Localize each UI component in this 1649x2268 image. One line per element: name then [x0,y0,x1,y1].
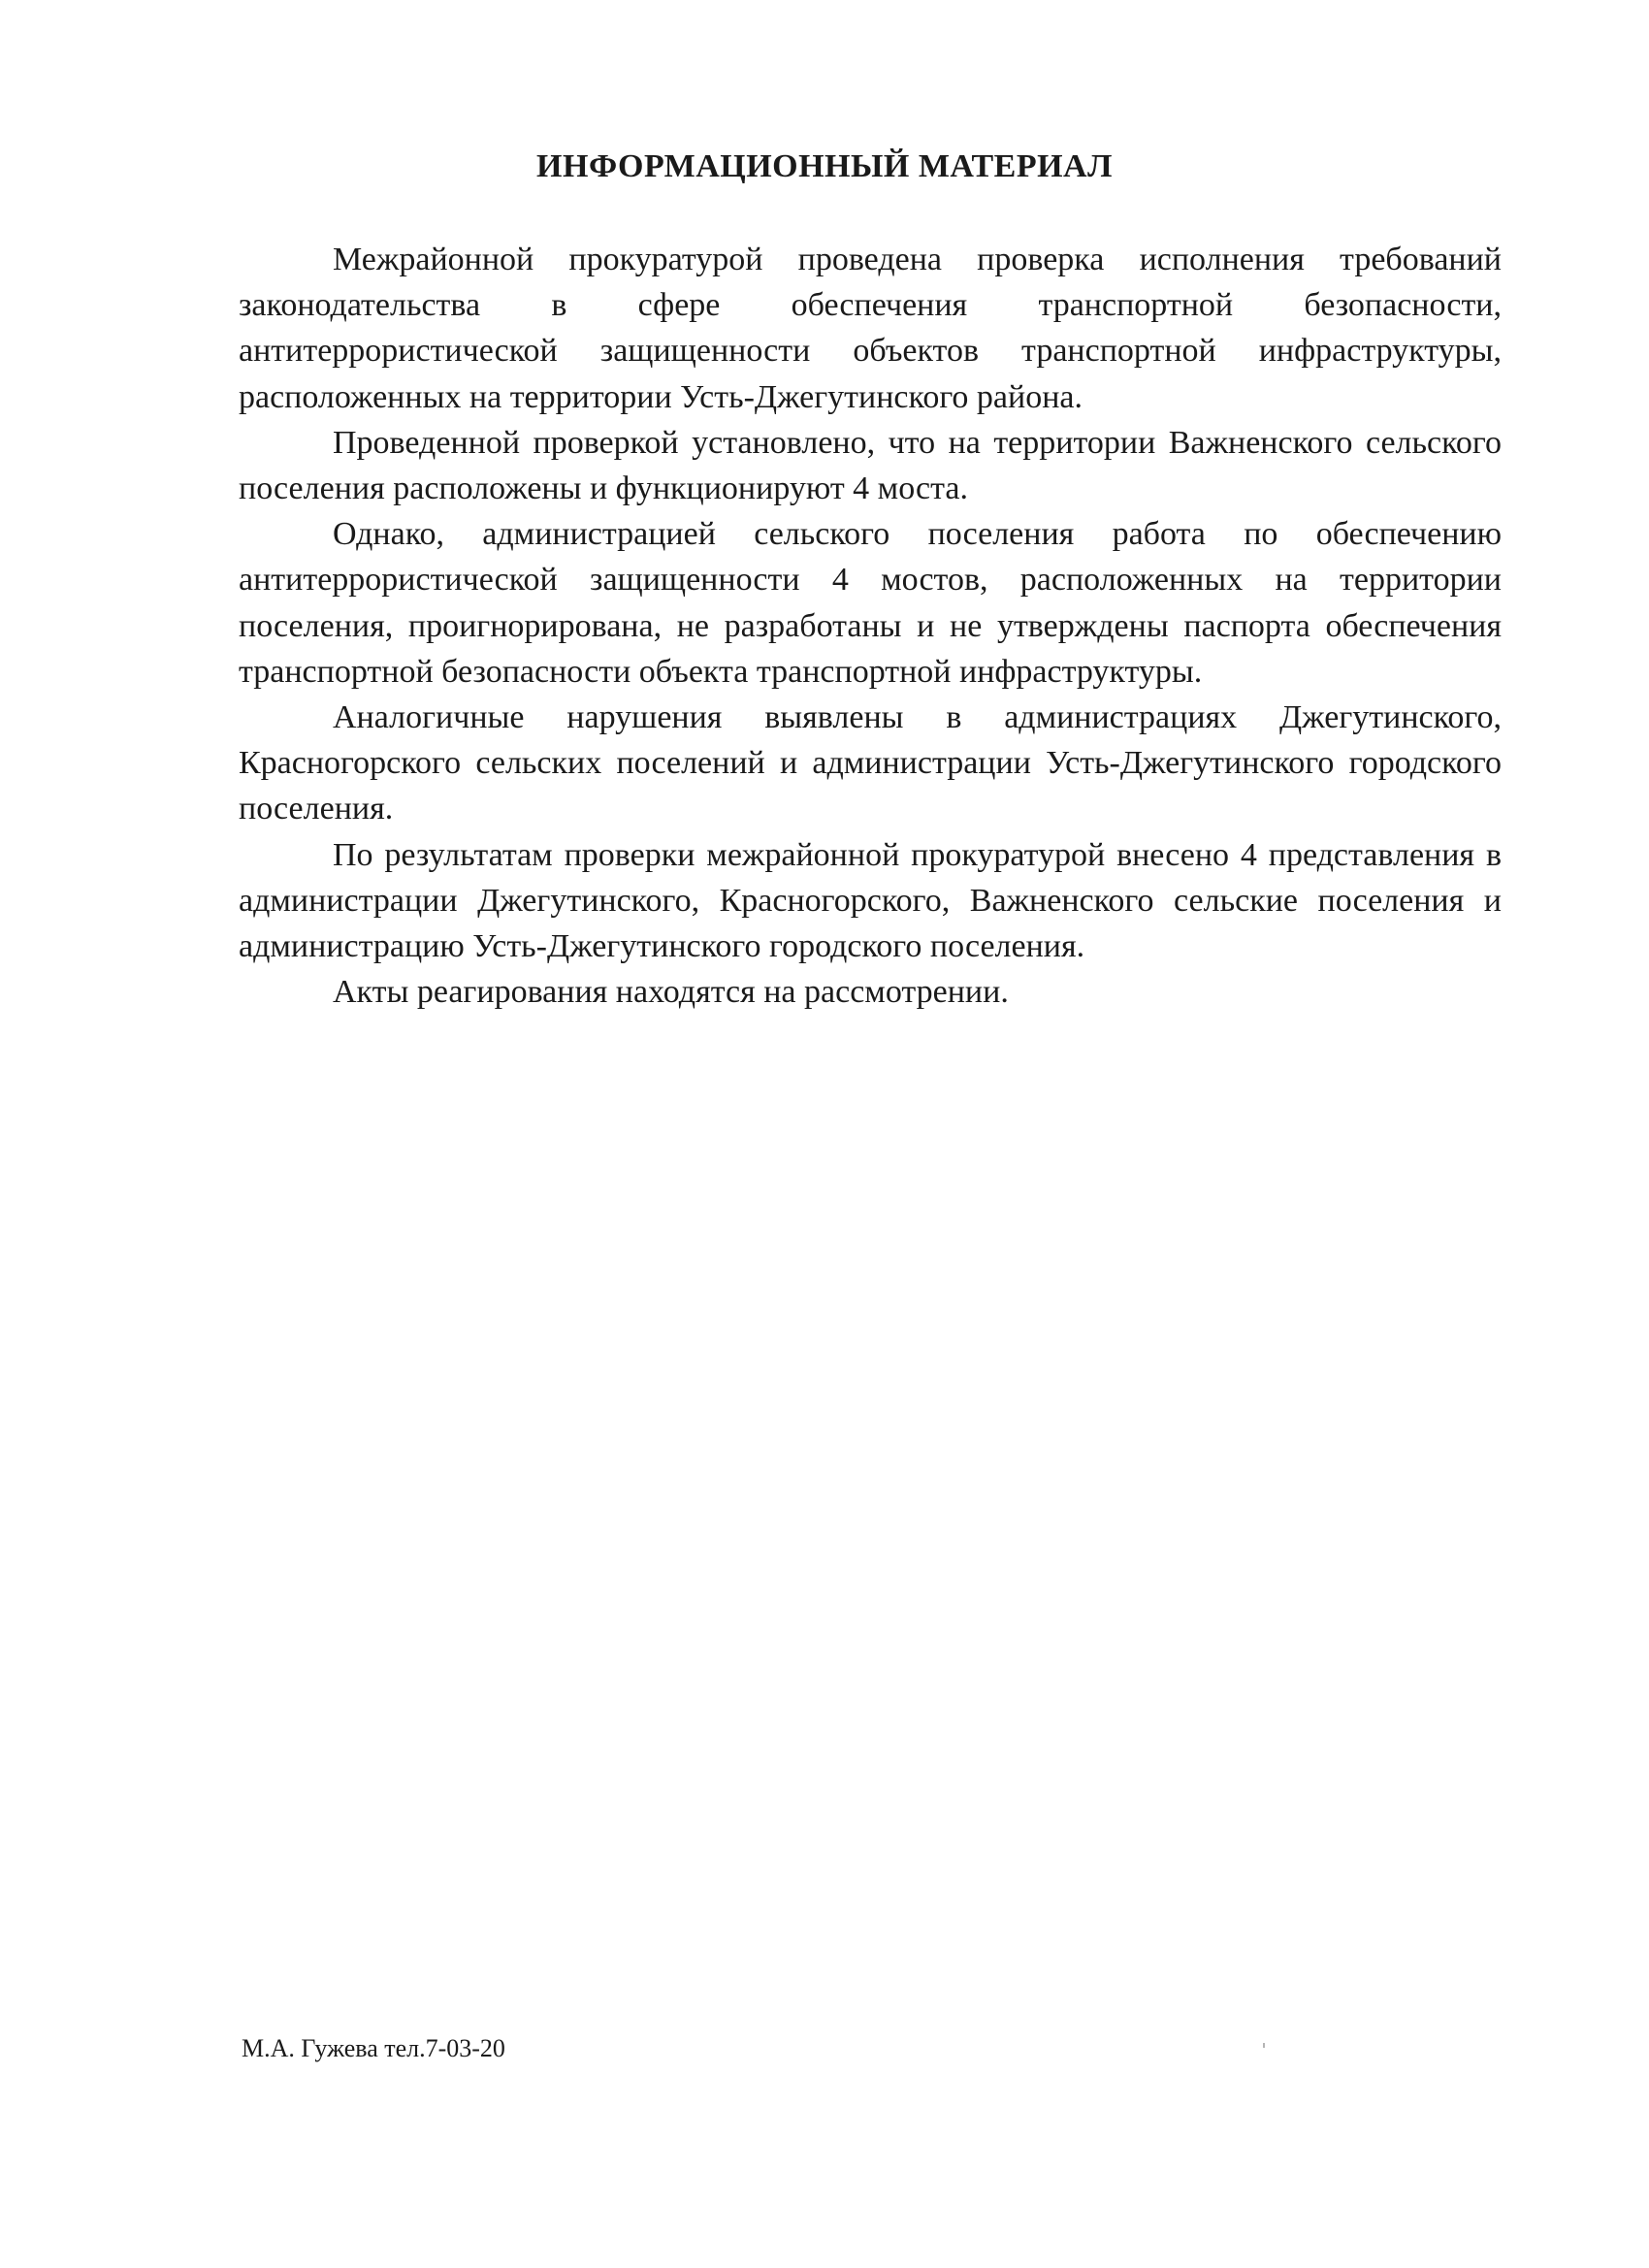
document-body [239,237,1502,1015]
author-contact: М.А. Гужева тел.7-03-20 [242,2034,505,2062]
paragraph-finding: Проведенной проверкой установлено, что на территории Важненского сельского поселения расположены и функционируют 4 моста. [239,424,1502,507]
document-title: ИНФОРМАЦИОННЫЙ МАТЕРИАЛ [536,148,1113,184]
scan-speck [1263,2043,1265,2048]
paragraph-inspection: Межрайонной прокуратурой проведена проверка исполнения требований законодательства в сфере обеспечения транспортной безопасности, антитеррористической защищенности объектов транспортной инфраструктуры, расположенных на территории Усть-Джегутинского района. [239,242,1502,415]
paragraph-violation: Однако, администрацией сельского поселения работа по обеспечению антитеррористической защищенности 4 мостов, расположенных на территории поселения, проигнорирована, не разработаны и не утверждены паспорта обеспечения транспортной безопасности объекта транспортной инфраструктуры. [239,516,1502,690]
paragraph-results: По результатам проверки межрайонной прокуратурой внесено 4 представления в администрации Джегутинского, Красногорского, Важненского сельские поселения и администрацию Усть-Джегутинского городского поселения. [239,836,1502,965]
paragraph-status: Акты реагирования находятся на рассмотрении. [333,974,1009,1011]
paragraph-similar-violations: Аналогичные нарушения выявлены в администрациях Джегутинского, Красногорского сельских поселений и администрации Усть-Джегутинского городского поселения. [239,699,1502,827]
